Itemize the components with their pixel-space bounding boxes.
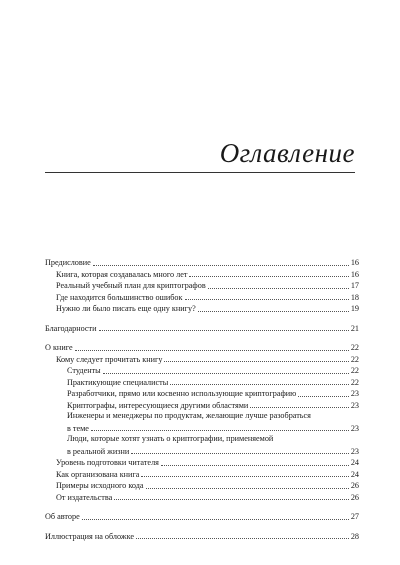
toc-page-number: 23	[350, 423, 359, 433]
toc-entry[interactable]	[45, 510, 359, 522]
toc-entry-label: От издательства	[56, 492, 113, 502]
toc-leader-dots	[99, 329, 349, 331]
toc-leader-dots	[208, 287, 349, 289]
toc-leader-dots	[161, 464, 349, 466]
toc-entry[interactable]	[45, 353, 359, 365]
toc-page-number: 22	[350, 366, 359, 376]
page-title: Оглавление	[219, 138, 355, 168]
toc-entry-label: Книга, которая создавалась много лет	[56, 269, 188, 279]
toc-page-number: 16	[350, 269, 359, 279]
toc-page-number: 18	[350, 292, 359, 302]
toc-entry-label: Благодарности	[45, 323, 97, 333]
toc-leader-dots	[141, 475, 348, 477]
toc-entry[interactable]	[45, 256, 359, 268]
toc-leader-dots	[198, 310, 349, 312]
toc-entry-label: Инженеры и менеджеры по продуктам, желающие лучше разобраться	[67, 411, 311, 420]
toc-leader-dots	[91, 429, 349, 431]
toc-entry[interactable]	[45, 291, 359, 303]
toc-gap	[45, 333, 359, 341]
toc-page-number: 24	[350, 458, 359, 468]
toc-entry[interactable]	[45, 410, 359, 433]
toc-entry-label: Об авторе	[45, 512, 80, 522]
toc-entry-label: Примеры исходного кода	[56, 481, 144, 491]
toc-page-number: 21	[350, 323, 359, 333]
toc-entry[interactable]	[45, 530, 359, 542]
toc-entry[interactable]	[45, 479, 359, 491]
toc-entry-label: Люди, которые хотят узнать о криптографии, применяемой	[67, 434, 274, 443]
toc-entry[interactable]	[45, 364, 359, 376]
toc-leader-dots	[103, 372, 349, 374]
toc-entry-label: Уровень подготовки читателя	[56, 458, 159, 468]
toc-page-number: 23	[350, 389, 359, 399]
toc-entry-label: Практикующие специалисты	[67, 377, 169, 387]
toc-entry[interactable]	[45, 268, 359, 280]
toc-entry[interactable]	[45, 433, 359, 456]
toc-entry[interactable]	[45, 322, 359, 334]
toc-page-number: 28	[350, 531, 359, 541]
toc-page-number: 17	[350, 281, 359, 291]
toc-entry-label: Криптографы, интересующиеся другими областями	[67, 400, 249, 410]
toc-entry-label: Иллюстрация на обложке	[45, 531, 134, 541]
toc-leader-dots	[250, 406, 349, 408]
toc-entry[interactable]	[45, 387, 359, 399]
toc-leader-dots	[185, 298, 349, 300]
toc-page-number: 23	[350, 446, 359, 456]
toc-leader-dots	[170, 383, 349, 385]
title-rule	[45, 172, 355, 173]
toc-entry[interactable]	[45, 468, 359, 480]
toc-leader-dots	[298, 395, 349, 397]
toc-page-number: 23	[350, 400, 359, 410]
toc-page-number: 22	[350, 377, 359, 387]
toc-leader-dots	[75, 349, 349, 351]
toc-entry-label: О книге	[45, 343, 73, 353]
toc-page-number: 27	[350, 512, 359, 522]
toc-leader-dots	[93, 264, 349, 266]
toc-entry-label: Как организована книга	[56, 469, 140, 479]
toc-entry[interactable]	[45, 279, 359, 291]
toc-gap	[45, 522, 359, 530]
toc-leader-dots	[82, 518, 349, 520]
toc-entry-label: Разработчики, прямо или косвенно использующие криптографию	[67, 389, 297, 399]
toc-page-number: 22	[350, 354, 359, 364]
toc-entry-label: Предисловие	[45, 258, 91, 268]
toc-entry-label: Кому следует прочитать книгу	[56, 354, 163, 364]
toc-leader-dots	[114, 498, 349, 500]
toc-entry[interactable]	[45, 491, 359, 503]
toc-page-number: 16	[350, 258, 359, 268]
toc-leader-dots	[189, 275, 348, 277]
toc-entry-label: в теме	[67, 423, 89, 433]
toc-entry-label: Нужно ли было писать еще одну книгу?	[56, 304, 196, 314]
toc-entry-label: Студенты	[67, 366, 101, 376]
toc-page-number: 22	[350, 343, 359, 353]
toc-gap	[45, 314, 359, 322]
toc-leader-dots	[146, 487, 349, 489]
toc-entry[interactable]	[45, 341, 359, 353]
toc-leader-dots	[131, 452, 349, 454]
toc-leader-dots	[136, 537, 349, 539]
toc-leader-dots	[164, 360, 348, 362]
toc-entry[interactable]	[45, 376, 359, 388]
toc-entry-label: Реальный учебный план для криптографов	[56, 281, 206, 291]
toc-gap	[45, 502, 359, 510]
toc-entry-label: в реальной жизни	[67, 446, 130, 456]
toc-entry-label: Где находится большинство ошибок	[56, 292, 183, 302]
toc-entry[interactable]	[45, 399, 359, 411]
toc-page-number: 26	[350, 481, 359, 491]
toc-page-number: 26	[350, 492, 359, 502]
toc-entry[interactable]	[45, 302, 359, 314]
table-of-contents	[45, 256, 359, 541]
toc-page-number: 24	[350, 469, 359, 479]
toc-page-number: 19	[350, 304, 359, 314]
toc-entry[interactable]	[45, 456, 359, 468]
